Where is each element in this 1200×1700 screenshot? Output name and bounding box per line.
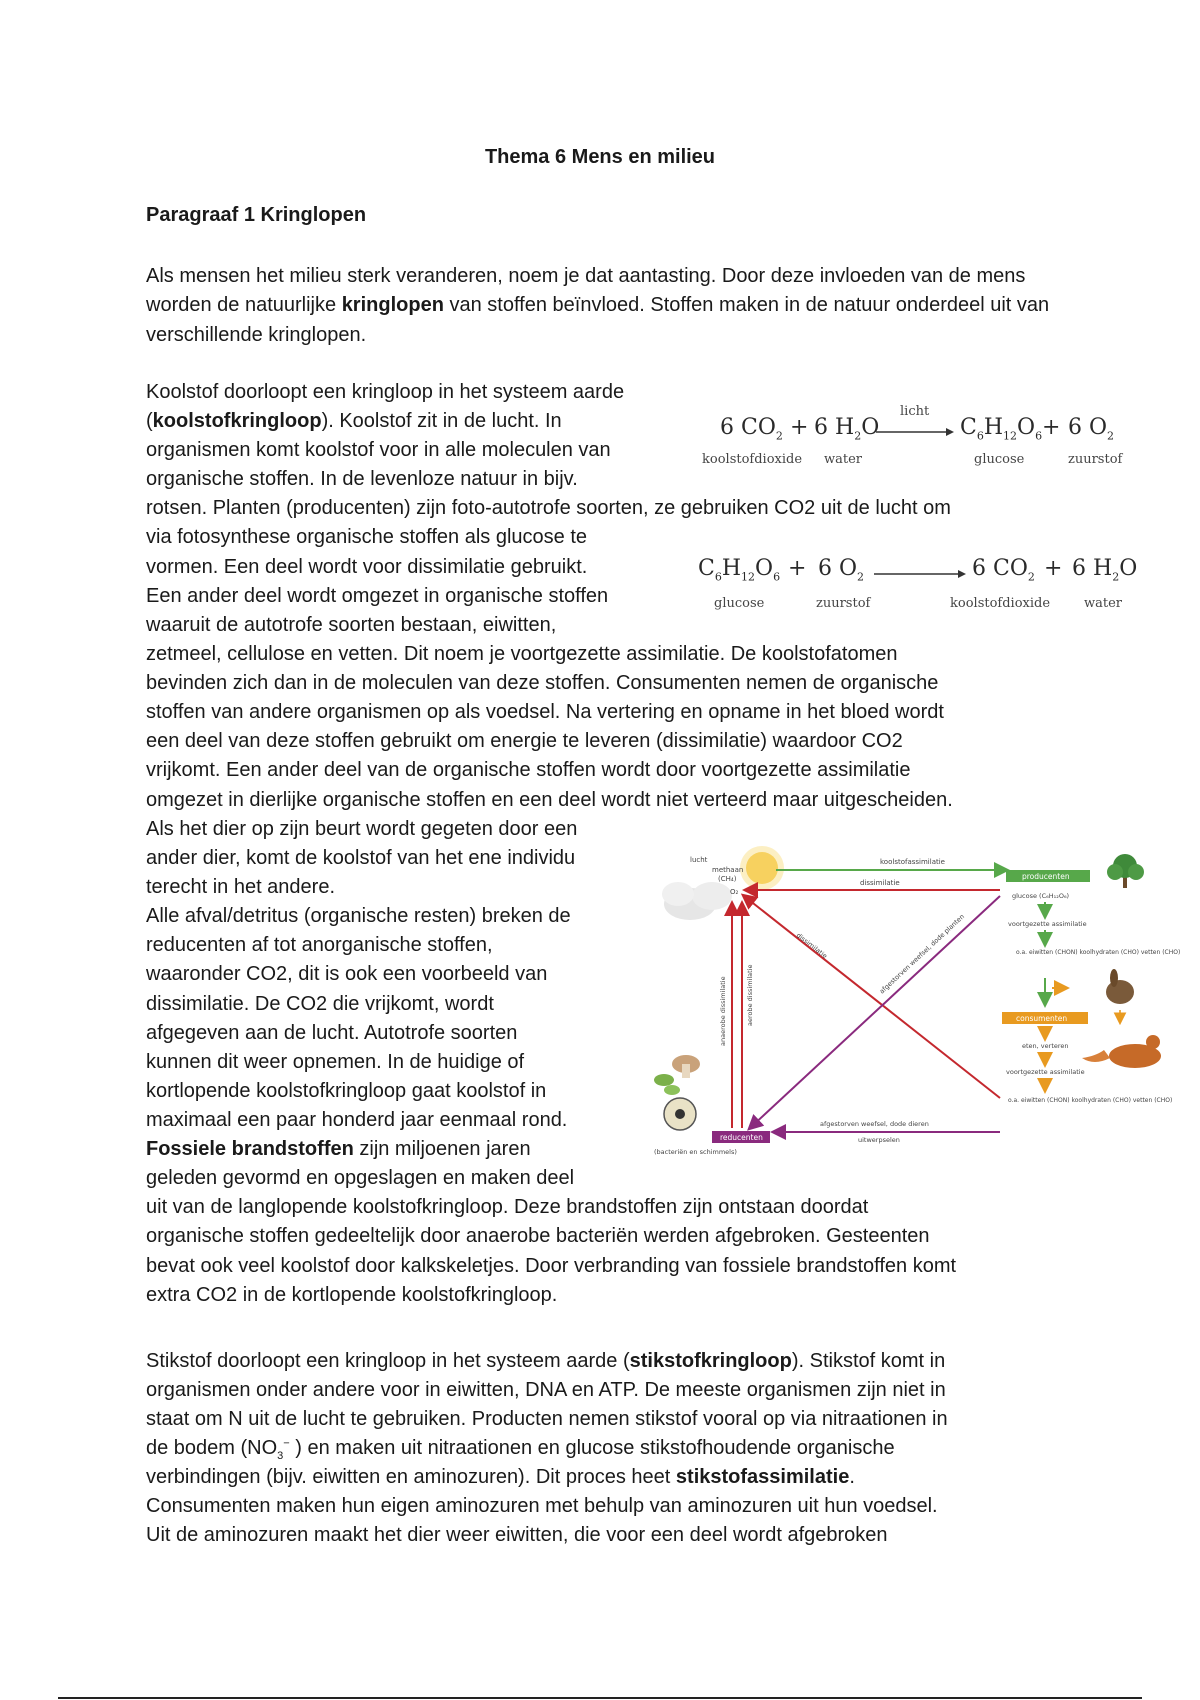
- paren: (: [146, 410, 153, 432]
- eq1-label-co2: koolstofdioxide: [702, 452, 803, 467]
- eten-label: eten, verteren: [1022, 1042, 1069, 1050]
- rabbit-icon: [1106, 969, 1134, 1004]
- eq1-glucose: $C_6H_{12}O_6$: [960, 415, 1043, 443]
- koolstof-line: afgegeven aan de lucht. Autotrofe soorten: [146, 1022, 518, 1044]
- stikstof-text: de bodem (NO: [146, 1437, 278, 1459]
- stikstof-line: [146, 1466, 855, 1489]
- koolstof-line: stoffen van andere organismen op als voedsel. Na vertering en opname in het bloed wordt: [146, 701, 944, 723]
- koolstof-line: bevinden zich dan in de moleculen van deze stoffen. Consumenten nemen de organische: [146, 672, 939, 694]
- koolstof-line: organische stoffen gedeeltelijk door anaerobe bacteriën werden afgebroken. Gesteenten: [146, 1225, 930, 1247]
- stikstof-text: ) en maken uit nitraationen en glucose stikstofhoudende organische: [289, 1437, 895, 1459]
- eq1-label-h2o: water: [824, 452, 863, 467]
- stoffen-label-1: o.a. eiwitten (CHON) koolhydraten (CHO) vetten (CHO): [1016, 949, 1181, 956]
- stikstofassimilatie-term: stikstofassimilatie: [675, 1466, 850, 1488]
- bacterien-label: (bacteriën en schimmels): [654, 1148, 737, 1156]
- afgestorven2-label: afgestorven weefsel, dode dieren: [820, 1120, 929, 1128]
- reducenten-label: reducenten: [720, 1133, 763, 1142]
- koolstof-line: dissimilatie. De CO2 die vrijkomt, wordt: [146, 993, 494, 1015]
- eq1-plus: +: [790, 415, 809, 440]
- koolstof-line: Als het dier op zijn beurt wordt gegeten door een: [146, 818, 578, 840]
- eq2-o2: 6 $O_2$: [818, 556, 865, 584]
- koolstof-line: [146, 410, 562, 433]
- stikstof-text: verbindingen (bijv. eiwitten en aminozuren). Dit proces heet: [146, 1466, 676, 1488]
- stikstof-line: staat om N uit de lucht te gebruiken. Producten nemen stikstof vooral op via nitraationen in: [146, 1408, 948, 1430]
- eq2-co2: 6 $CO_2$: [972, 556, 1035, 584]
- koolstof-line: reducenten af tot anorganische stoffen,: [146, 934, 493, 956]
- koolstof-line: maximaal een paar honderd jaar eenmaal rond.: [146, 1109, 568, 1131]
- section-heading: Paragraaf 1 Kringlopen: [146, 204, 367, 226]
- koolstof-line: geleden gevormd en opgeslagen en maken deel: [146, 1167, 575, 1189]
- koolstof-line: via fotosynthese organische stoffen als glucose te: [146, 526, 588, 548]
- koolstof-line: organische stoffen. In de levenloze natuur in bijv.: [146, 468, 578, 490]
- microbe-icon: [664, 1098, 696, 1130]
- koolstof-line: [146, 1138, 531, 1161]
- voortgezette-label-2: voortgezette assimilatie: [1006, 1068, 1085, 1076]
- page-bottom-rule: [58, 1697, 1142, 1699]
- cloud-icon: [662, 882, 732, 920]
- page-title: Thema 6 Mens en milieu: [484, 146, 716, 168]
- carbon-cycle-diagram: [650, 846, 1181, 1176]
- tree-icon: [1107, 854, 1144, 888]
- koolstof-line: terecht in het andere.: [146, 876, 336, 898]
- sun-icon: [740, 846, 784, 890]
- anaerobe-label: anaerobe dissimilatie: [719, 976, 727, 1046]
- stikstof-line: Consumenten maken hun eigen aminozuren met behulp van aminozuren uit hun voedsel.: [146, 1495, 938, 1517]
- producenten-label: producenten: [1022, 872, 1070, 881]
- eq1-label-o2: zuurstof: [1068, 452, 1123, 467]
- koolstof-line: organismen komt koolstof voor in alle moleculen van: [146, 439, 611, 461]
- stikstof-line: [146, 1350, 945, 1373]
- koolstof-line: kortlopende koolstofkringloop gaat koolstof in: [146, 1080, 547, 1102]
- koolstof-line: ander dier, komt de koolstof van het ene individu: [146, 847, 576, 869]
- lucht-label: lucht: [690, 856, 708, 864]
- subscript: 3: [277, 1450, 284, 1462]
- eq2-glucose: $C_6H_{12}O_6$: [698, 556, 781, 584]
- eq2-arrow: [874, 568, 966, 580]
- koolstof-line: rotsen. Planten (producenten) zijn foto-autotrofe soorten, ze gebruiken CO2 uit de lucht om: [146, 497, 951, 519]
- intro-paragraph: [146, 262, 1066, 350]
- stikstof-line: [146, 1437, 895, 1462]
- intro-text-a: Als mensen het milieu sterk veranderen, noem je dat aantasting. Door deze invloeden van de mens worden de natuurlijke: [146, 265, 1026, 317]
- arrow-consumenten-dissimilatie: [744, 896, 1000, 1098]
- eq1-h2o: 6 $H_2O$: [814, 415, 880, 443]
- koolstof-text: zijn miljoenen jaren: [353, 1138, 531, 1160]
- stikstofkringloop-term: stikstofkringloop: [629, 1350, 792, 1372]
- voortgezette-label-1: voortgezette assimilatie: [1008, 920, 1087, 928]
- stikstof-text: ). Stikstof komt in: [791, 1350, 946, 1372]
- eq1-label-glucose: glucose: [974, 452, 1025, 467]
- stikstof-text: Stikstof doorloopt een kringloop in het systeem aarde (: [146, 1350, 630, 1372]
- afgestorven1-label: afgestorven weefsel, dode planten: [877, 912, 966, 996]
- eq2-plus: +: [788, 556, 807, 581]
- eq1-plus: +: [1042, 415, 1061, 440]
- koolstof-line: vrijkomt. Een ander deel van de organische stoffen wordt door voortgezette assimilatie: [146, 759, 911, 781]
- koolstof-line: Een ander deel wordt omgezet in organische stoffen: [146, 585, 609, 607]
- koolstof-line: waaronder CO2, dit is ook een voorbeeld van: [146, 963, 548, 985]
- koolstofkringloop-term: koolstofkringloop: [152, 410, 322, 432]
- eq2-plus: +: [1044, 556, 1063, 581]
- stoffen-label-2: o.a. eiwitten (CHON) koolhydraten (CHO) vetten (CHO): [1008, 1097, 1173, 1104]
- aerobe-label: aerobe dissimilatie: [746, 964, 754, 1026]
- fox-icon: [1082, 1035, 1161, 1068]
- eq2-label-co2: koolstofdioxide: [950, 596, 1051, 611]
- dissimilatie-label: dissimilatie: [860, 879, 900, 887]
- koolstof-line: een deel van deze stoffen gebruikt om energie te leveren (dissimilatie) waardoor CO2: [146, 730, 903, 752]
- koolstof-line: kunnen dit weer opnemen. In de huidige of: [146, 1051, 525, 1073]
- methaan-label: methaan: [712, 866, 744, 874]
- superscript: −: [283, 1437, 290, 1450]
- mushroom-icon: [672, 1055, 700, 1078]
- equation-dissimilation: [698, 552, 1138, 622]
- eq1-co2: 6 $CO_2$: [720, 415, 783, 443]
- intro-text-bold: kringlopen: [341, 294, 444, 317]
- koolstofassimilatie-label: koolstofassimilatie: [880, 858, 945, 866]
- glucose-label: glucose (C₆H₁₂O₆): [1012, 892, 1070, 900]
- eq1-arrow-label: licht: [900, 404, 930, 419]
- eq2-label-o2: zuurstof: [816, 596, 871, 611]
- koolstof-text: ). Koolstof zit in de lucht. In: [321, 410, 562, 432]
- koolstof-line: zetmeel, cellulose en vetten. Dit noem je voortgezette assimilatie. De koolstofatomen: [146, 643, 898, 665]
- koolstof-line: bevat ook veel koolstof door kalkskeletjes. Door verbranding van fossiele brandstoffen komt: [146, 1255, 957, 1277]
- intro-text-c: van stoffen beïnvloed. Stoffen maken in de natuur onderdeel uit van verschillende kringlopen.: [146, 294, 1050, 346]
- stikstof-line: Uit de aminozuren maakt het dier weer eiwitten, die voor een deel wordt afgebroken: [146, 1524, 888, 1546]
- koolstof-line: waaruit de autotrofe soorten bestaan, eiwitten,: [146, 614, 557, 636]
- koolstof-line: vormen. Een deel wordt voor dissimilatie gebruikt.: [146, 556, 588, 578]
- fossiele-brandstoffen-term: Fossiele brandstoffen: [146, 1138, 354, 1160]
- koolstof-line: omgezet in dierlijke organische stoffen en een deel wordt niet verteerd maar uitgescheiden.: [146, 789, 953, 811]
- eq2-label-glucose: glucose: [714, 596, 765, 611]
- koolstof-line: Koolstof doorloopt een kringloop in het systeem aarde: [146, 381, 625, 403]
- stikstof-text: .: [849, 1466, 855, 1488]
- leaves-icon: [654, 1074, 680, 1095]
- ch4-label: (CH₄): [718, 875, 737, 883]
- eq1-o2: 6 $O_2$: [1068, 415, 1115, 443]
- eq2-h2o: 6 $H_2O$: [1072, 556, 1138, 584]
- equation-photosynthesis: [698, 400, 1123, 470]
- koolstof-line: uit van de langlopende koolstofkringloop. Deze brandstoffen zijn ontstaan doordat: [146, 1196, 869, 1218]
- koolstof-line: Alle afval/detritus (organische resten) breken de: [146, 905, 571, 927]
- consumenten-label: consumenten: [1016, 1014, 1068, 1023]
- koolstof-line: extra CO2 in de kortlopende koolstofkringloop.: [146, 1284, 558, 1306]
- diss-diag-label: dissimilatie: [794, 931, 829, 961]
- o2-label: O₂: [730, 888, 739, 896]
- uitwerpselen-label: uitwerpselen: [858, 1136, 900, 1144]
- eq2-label-h2o: water: [1084, 596, 1123, 611]
- stikstof-line: organismen onder andere voor in eiwitten, DNA en ATP. De meeste organismen zijn niet in: [146, 1379, 946, 1401]
- eq1-arrow: [876, 426, 954, 438]
